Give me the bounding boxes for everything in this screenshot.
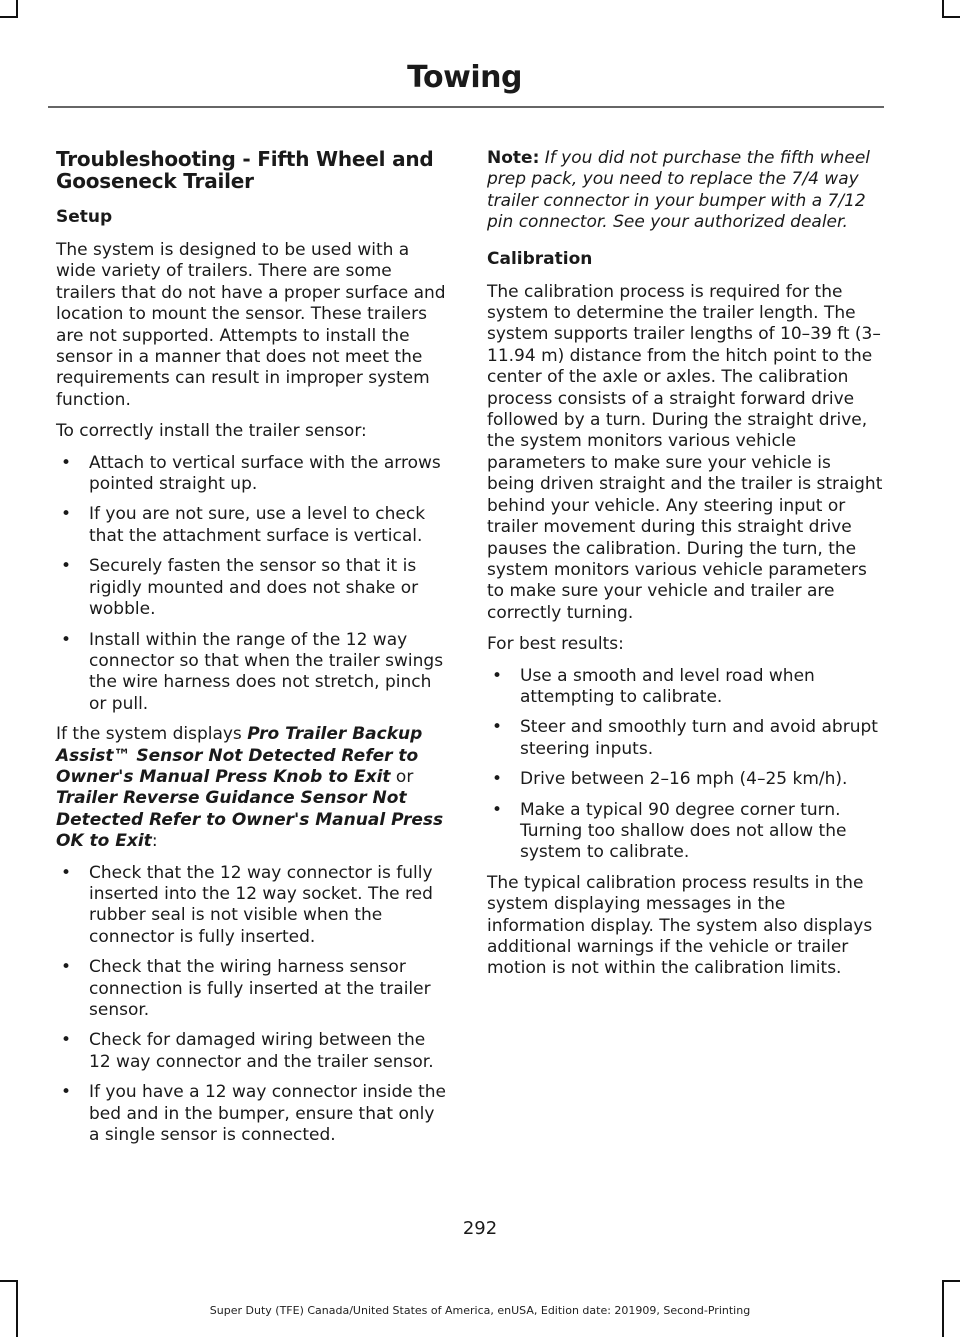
page-number: 292 xyxy=(462,1218,498,1239)
footer-edition-text: Super Duty (TFE) Canada/United States of America, enUSA, Edition date: 201909, Second-Printing xyxy=(209,1304,751,1317)
list-item: • Check that the wiring harness sensor connection is fully inserted at the trailer sensor. xyxy=(61,957,431,1020)
bullet-icon: • xyxy=(61,504,72,525)
bullet-icon: • xyxy=(492,769,503,790)
note-text: If you did not purchase the fifth wheel prep pack, you need to replace the 7/4 way trailer connector in your bumper with a 7/12 pin connector. See your authorized dealer. xyxy=(487,148,871,233)
list-item: • Install within the range of the 12 way connector so that when the trailer swings the wire harness does not stretch, pinch or pull. xyxy=(61,629,444,714)
calibration-heading: Calibration xyxy=(487,248,593,269)
bullet-icon: • xyxy=(492,717,503,738)
left-column xyxy=(56,148,448,1155)
bullet-icon: • xyxy=(61,1082,72,1103)
bullet-icon: • xyxy=(61,452,72,473)
bullet-icon: • xyxy=(61,556,72,577)
message-trailer-reverse: Trailer Reverse Guidance Sensor Not Detected Refer to Owner's Manual Press OK to Exit xyxy=(56,788,444,852)
list-item: • Check for damaged wiring between the 12 way connector and the trailer sensor. xyxy=(61,1030,434,1072)
calibration-messages-paragraph: The typical calibration process results in the system displaying messages in the information display. The system also displays additional warnings if the vehicle or trailer motion is not within the calibration limits. xyxy=(487,872,873,979)
list-item: • Check that the 12 way connector is fully inserted into the 12 way socket. The red rubber seal is not visible when the connector is fully inserted. xyxy=(61,862,433,947)
header-divider xyxy=(48,106,884,108)
best-results-intro: For best results: xyxy=(487,634,624,655)
bullet-icon: • xyxy=(492,799,503,820)
calibration-paragraph: The calibration process is required for the system to determine the trailer length. The system supports trailer lengths of 10–39 ft (3–11.94 m) distance from the hitch point to the center of the axle or axles. The calibration process consists of a straight forward drive followed by a turn. During the straight drive, the system monitors various vehicle parameters to make sure your vehicle is being driven straight and the trailer is straight behind your vehicle. Any steering input or trailer movement during this straight drive pauses the calibration. During the turn, the system monitors various vehicle parameters to make sure your vehicle and trailer are correctly turning. xyxy=(487,281,883,623)
best-results-list xyxy=(487,666,883,864)
crop-mark-top-right-h xyxy=(942,16,960,18)
display-message-paragraph: If the system displays Pro Trailer Backup Assist™ Sensor Not Detected Refer to Owner's Manual Press Knob to Exit or Trailer Reverse Guidance Sensor Not Detected Refer to Owner's Manual Press OK to Exit: xyxy=(56,724,444,852)
install-list xyxy=(56,453,448,715)
check-list xyxy=(56,863,448,1147)
crop-mark-bottom-right-h xyxy=(942,1280,960,1282)
list-item: • Attach to vertical surface with the arrows pointed straight up. xyxy=(61,452,441,495)
bullet-icon: • xyxy=(61,1030,72,1051)
bullet-icon: • xyxy=(61,862,72,883)
list-item: • Steer and smoothly turn and avoid abrupt steering inputs. xyxy=(492,717,878,759)
setup-paragraph: The system is designed to be used with a wide variety of trailers. There are some trailers that do not have a proper surface and location to mount the sensor. These trailers are not supported. Attempts to install the sensor in a manner that does not meet the requirements can result in improper system function. xyxy=(56,240,446,410)
setup-heading: Setup xyxy=(56,207,113,227)
page-title: Towing xyxy=(407,60,522,95)
crop-mark-bottom-left-h xyxy=(0,1280,18,1282)
crop-mark-top-left-h xyxy=(0,16,18,18)
bullet-icon: • xyxy=(61,629,72,650)
install-intro: To correctly install the trailer sensor: xyxy=(56,421,367,442)
list-item: • If you have a 12 way connector inside the bed and in the bumper, ensure that only a single sensor is connected. xyxy=(61,1082,446,1146)
message-pro-trailer: Pro Trailer Backup Assist™ Sensor Not Detected Refer to Owner's Manual Press Knob to Exit xyxy=(56,724,423,787)
bullet-icon: • xyxy=(492,665,503,686)
right-column xyxy=(487,148,883,990)
note-label: Note: xyxy=(487,148,540,168)
list-item: • Drive between 2–16 mph (4–25 km/h). xyxy=(492,769,848,790)
note-paragraph xyxy=(487,148,883,234)
bullet-icon: • xyxy=(61,957,72,978)
list-item: • If you are not sure, use a level to check that the attachment surface is vertical. xyxy=(61,504,426,546)
section-title: Troubleshooting - Fifth Wheel and Gooseneck Trailer xyxy=(56,147,434,193)
list-item: • Use a smooth and level road when attempting to calibrate. xyxy=(492,665,815,707)
list-item: • Make a typical 90 degree corner turn. Turning too shallow does not allow the system to calibrate. xyxy=(492,799,847,863)
list-item: • Securely fasten the sensor so that it is rigidly mounted and does not shake or wobble. xyxy=(61,556,419,620)
